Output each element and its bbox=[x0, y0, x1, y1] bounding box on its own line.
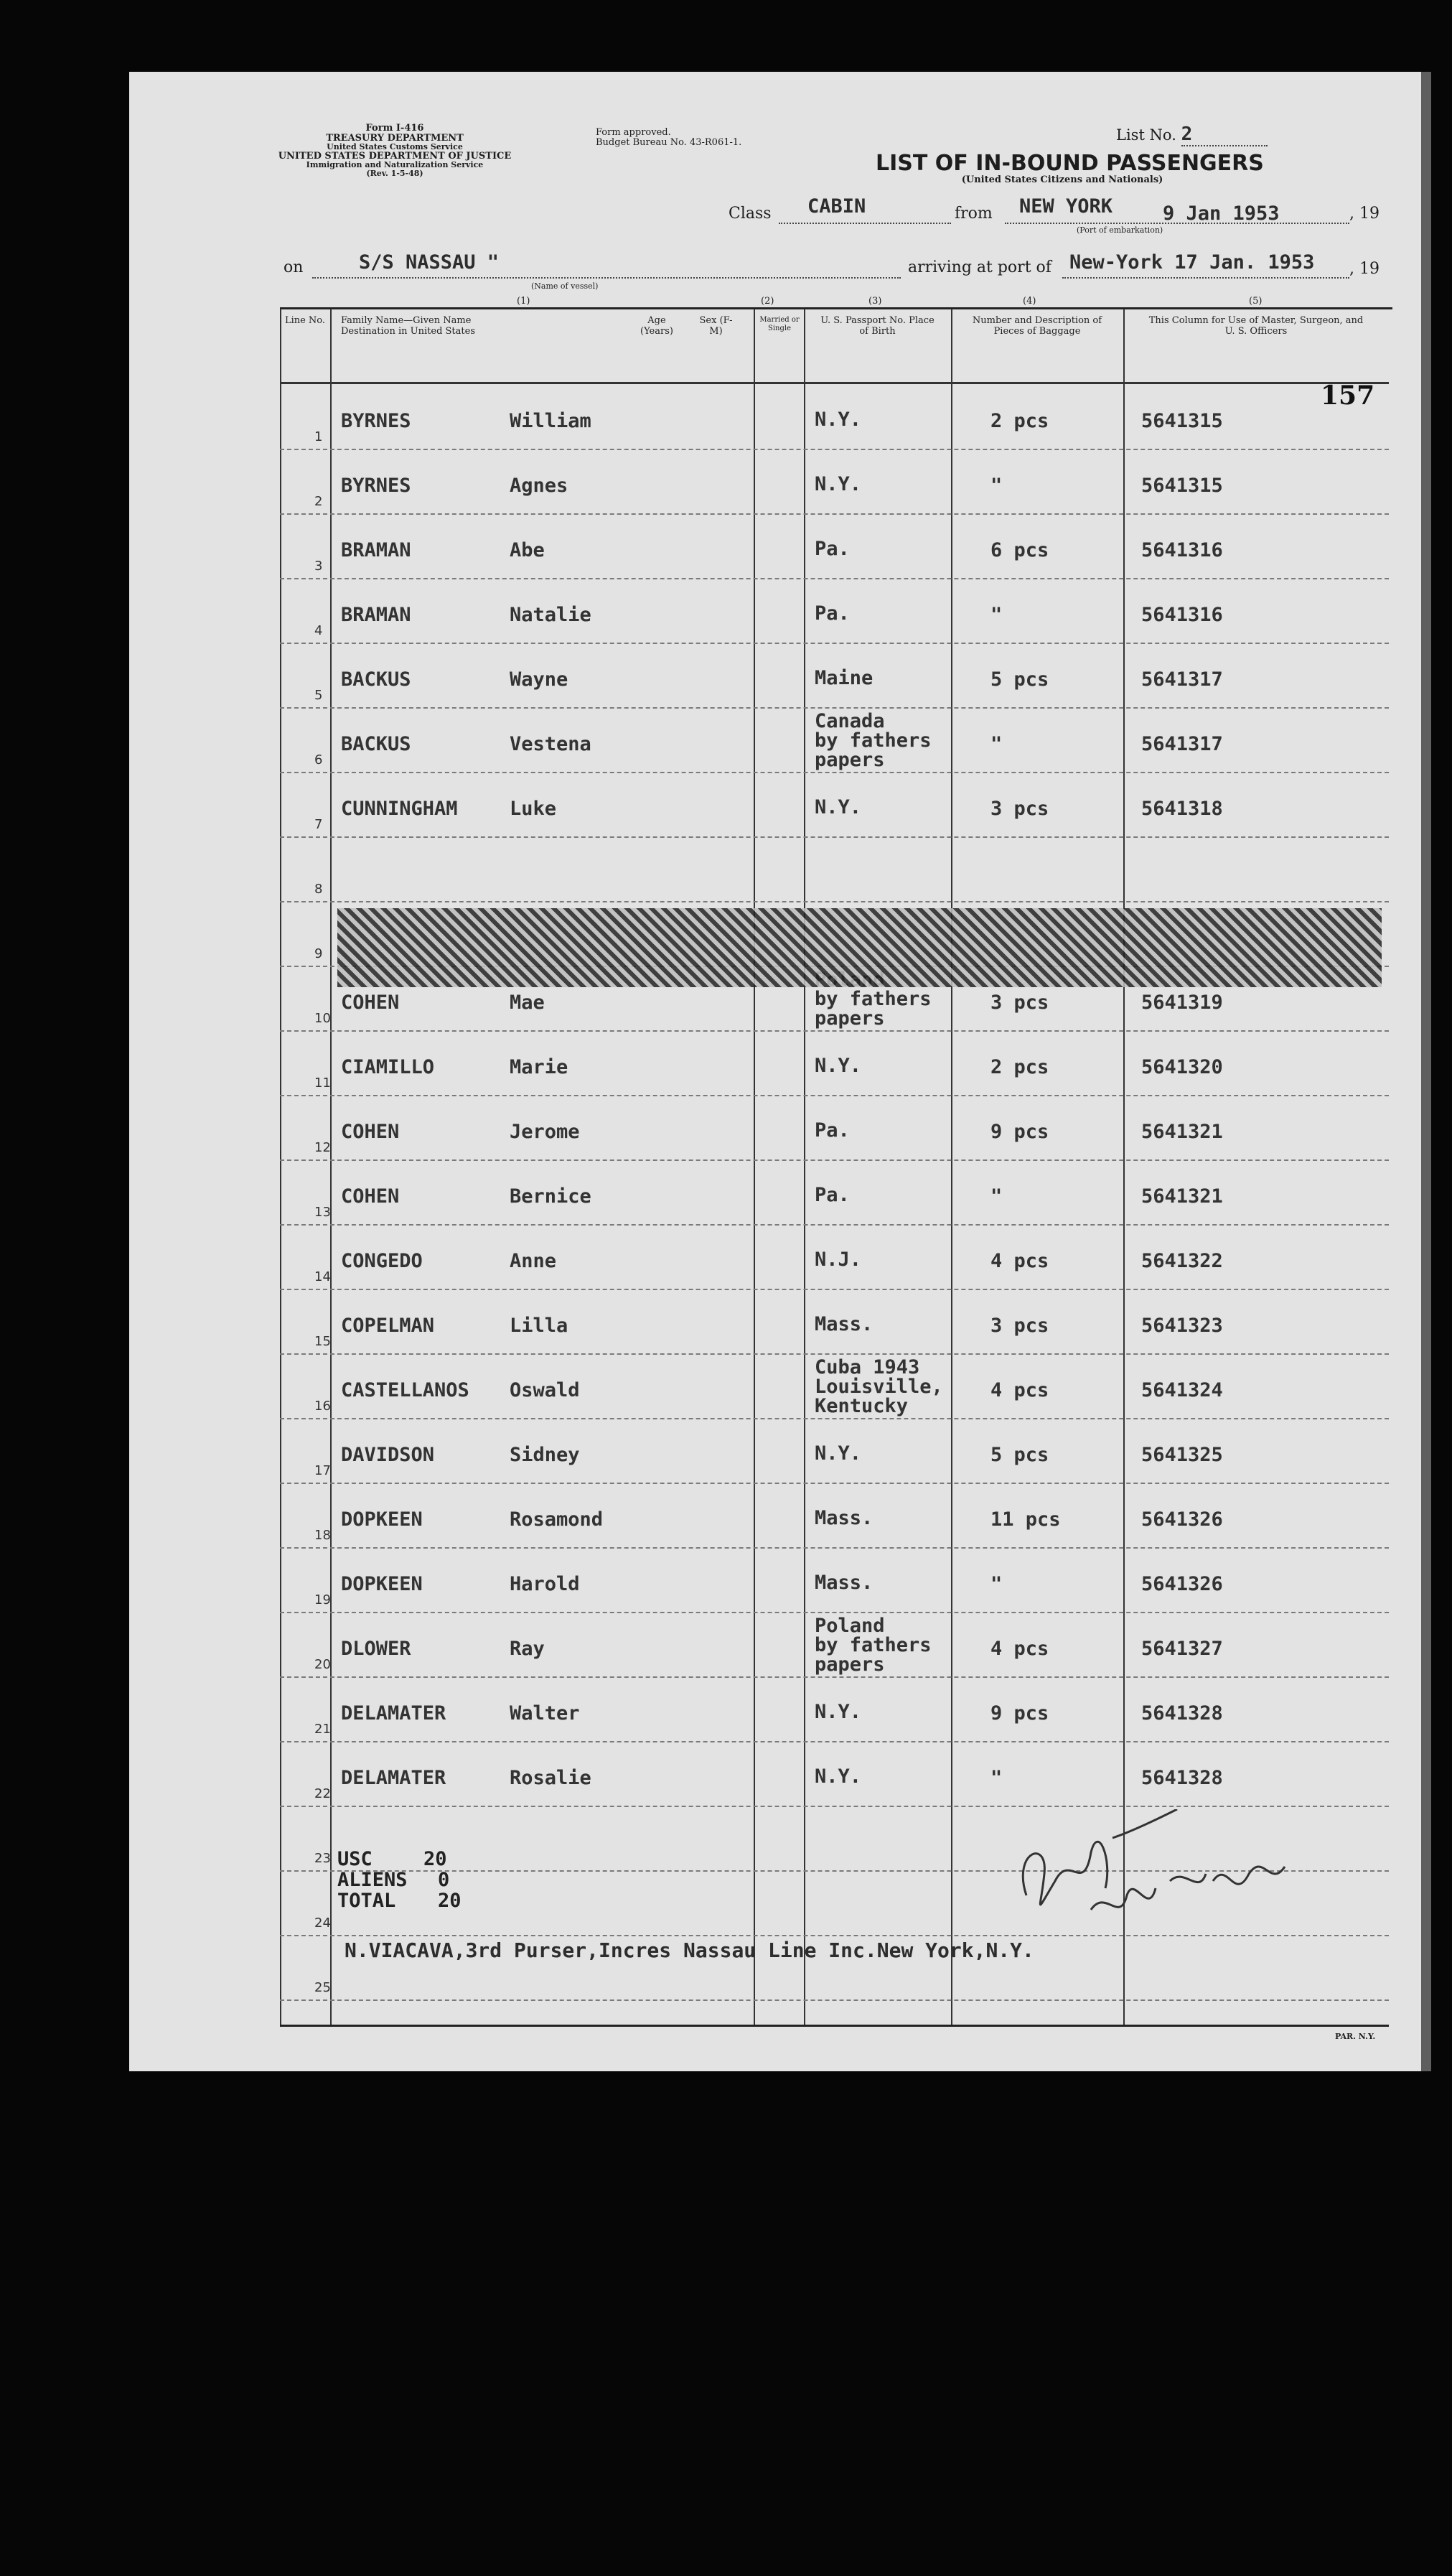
line-number: 7 bbox=[314, 817, 323, 832]
place-of-birth: Mass. bbox=[815, 1313, 873, 1335]
col-num-5: (5) bbox=[1249, 296, 1263, 307]
family-name: BACKUS bbox=[341, 733, 411, 755]
officer-signature-icon bbox=[1005, 1809, 1306, 1938]
table-row bbox=[280, 449, 1389, 513]
manifest-page bbox=[129, 72, 1421, 2071]
total-label: TOTAL bbox=[337, 1890, 396, 1912]
table-row bbox=[280, 1224, 1389, 1289]
arrival-port-date: New-York 17 Jan. 1953 bbox=[1069, 251, 1315, 274]
given-name: Abe bbox=[510, 539, 545, 561]
aliens-row bbox=[337, 1870, 462, 1890]
place-of-birth: Canada by fathers papers bbox=[815, 710, 932, 771]
document-title bbox=[876, 151, 1264, 185]
arrival-year: , 19 bbox=[1349, 260, 1380, 278]
vessel-caption: (Name of vessel) bbox=[531, 281, 599, 291]
officer-number: 5641328 bbox=[1141, 1767, 1223, 1789]
header-passport: U. S. Passport No. Place of Birth bbox=[820, 315, 935, 337]
line-number: 17 bbox=[314, 1463, 331, 1478]
line-number: 23 bbox=[314, 1851, 331, 1866]
baggage: " bbox=[990, 733, 1003, 755]
table-row bbox=[280, 513, 1389, 578]
baggage: " bbox=[990, 1185, 1003, 1208]
table-row bbox=[280, 772, 1389, 836]
aliens-value: 0 bbox=[438, 1869, 450, 1891]
officer-number: 5641328 bbox=[1141, 1702, 1223, 1725]
page-number: 157 bbox=[1321, 381, 1375, 411]
place-of-birth: N.Y. bbox=[815, 1701, 862, 1723]
revision: (Rev. 1-5-48) bbox=[366, 169, 423, 179]
embarkation-caption: (Port of embarkation) bbox=[1077, 225, 1163, 235]
table-row bbox=[280, 384, 1389, 449]
usc-value: 20 bbox=[423, 1848, 447, 1870]
table-row bbox=[280, 1547, 1389, 1612]
col-num-3: (3) bbox=[868, 296, 882, 307]
place-of-birth: N.Y. bbox=[815, 409, 862, 431]
place-of-birth: Mass. bbox=[815, 1572, 873, 1594]
table-bottom-border bbox=[280, 2025, 1389, 2027]
officer-number: 5641323 bbox=[1141, 1315, 1223, 1337]
baggage: " bbox=[990, 1573, 1003, 1595]
line-number: 6 bbox=[314, 752, 323, 767]
from-label: from bbox=[955, 205, 993, 223]
officer-number: 5641326 bbox=[1141, 1508, 1223, 1531]
place-of-birth: N.Y. bbox=[815, 473, 862, 495]
officer-number: 5641315 bbox=[1141, 410, 1223, 432]
place-of-birth: Pa. bbox=[815, 1184, 850, 1206]
family-name: CONGEDO bbox=[341, 1250, 423, 1272]
officer-number: 5641317 bbox=[1141, 733, 1223, 755]
family-name: DAVIDSON bbox=[341, 1444, 435, 1466]
given-name: Lilla bbox=[510, 1315, 568, 1337]
header-destination: Destination in United States bbox=[341, 325, 475, 337]
arriving-label: arriving at port of bbox=[908, 258, 1051, 276]
officer-number: 5641318 bbox=[1141, 798, 1223, 820]
place-of-birth: N.Y. bbox=[815, 1442, 862, 1465]
form-number: Form I-416 bbox=[365, 123, 424, 134]
family-name: BRAMAN bbox=[341, 539, 411, 561]
table-row bbox=[280, 1612, 1389, 1676]
given-name: Marie bbox=[510, 1056, 568, 1078]
class-underline bbox=[779, 223, 951, 224]
baggage: 4 pcs bbox=[990, 1379, 1049, 1401]
family-name: DOPKEEN bbox=[341, 1508, 423, 1531]
baggage: 11 pcs bbox=[990, 1508, 1061, 1531]
table-top-border bbox=[280, 307, 1392, 309]
header-family-name: Family Name—Given Name bbox=[341, 315, 472, 326]
family-name: BRAMAN bbox=[341, 604, 411, 626]
treasury-dept: TREASURY DEPARTMENT bbox=[326, 132, 464, 144]
family-name: DELAMATER bbox=[341, 1702, 446, 1725]
header-line-no: Line No. bbox=[284, 315, 326, 326]
on-label: on bbox=[284, 258, 304, 276]
justice-dept: UNITED STATES DEPARTMENT OF JUSTICE bbox=[278, 150, 512, 162]
given-name: Jerome bbox=[510, 1121, 580, 1143]
list-number bbox=[1116, 123, 1268, 146]
given-name: Agnes bbox=[510, 475, 568, 497]
line-number: 5 bbox=[314, 688, 323, 703]
baggage: " bbox=[990, 475, 1003, 497]
totals-block bbox=[337, 1849, 462, 1911]
line-number: 1 bbox=[314, 429, 323, 444]
table-row bbox=[280, 1095, 1389, 1159]
table-row bbox=[280, 1483, 1389, 1547]
given-name: Rosamond bbox=[510, 1508, 604, 1531]
officer-number: 5641326 bbox=[1141, 1573, 1223, 1595]
officer-number: 5641322 bbox=[1141, 1250, 1223, 1272]
total-value: 20 bbox=[438, 1890, 462, 1912]
table-row bbox=[280, 1418, 1389, 1483]
table-row bbox=[280, 1676, 1389, 1741]
place-of-birth: Poland by fathers papers bbox=[815, 1615, 932, 1676]
place-of-birth: Pa. bbox=[815, 1119, 850, 1142]
place-of-birth: Maine bbox=[815, 667, 873, 689]
given-name: Vestena bbox=[510, 733, 591, 755]
line-number: 20 bbox=[314, 1657, 331, 1672]
embarkation-port: NEW YORK bbox=[1019, 195, 1113, 218]
embarkation-date: 9 Jan 1953 bbox=[1163, 202, 1280, 225]
line-number: 9 bbox=[314, 946, 323, 961]
given-name: Luke bbox=[510, 798, 557, 820]
approval-block bbox=[596, 128, 741, 149]
baggage: 2 pcs bbox=[990, 1056, 1049, 1078]
officer-number: 5641325 bbox=[1141, 1444, 1223, 1466]
officer-number: 5641320 bbox=[1141, 1056, 1223, 1078]
baggage: 5 pcs bbox=[990, 668, 1049, 691]
header-baggage: Number and Description of Pieces of Baggage bbox=[972, 315, 1102, 337]
subtitle: (United States Citizens and Nationals) bbox=[961, 174, 1163, 185]
place-of-birth: Mass. bbox=[815, 1507, 873, 1529]
place-of-birth: N.Y. bbox=[815, 796, 862, 818]
family-name: COPELMAN bbox=[341, 1315, 435, 1337]
from-underline bbox=[1005, 223, 1349, 224]
header-name bbox=[341, 316, 475, 337]
header-married: Married or Single bbox=[759, 316, 800, 332]
given-name: Mae bbox=[510, 991, 545, 1014]
given-name: Oswald bbox=[510, 1379, 580, 1401]
officer-number: 5641316 bbox=[1141, 604, 1223, 626]
baggage: 3 pcs bbox=[990, 991, 1049, 1014]
printer-mark: PAR. N.Y. bbox=[1335, 2032, 1376, 2041]
col-num-4: (4) bbox=[1023, 296, 1036, 307]
line-number: 16 bbox=[314, 1399, 331, 1414]
place-of-birth: N.J. bbox=[815, 1249, 862, 1271]
place-of-birth: N.Y. bbox=[815, 1055, 862, 1077]
line-number: 3 bbox=[314, 559, 323, 574]
family-name: BYRNES bbox=[341, 410, 411, 432]
table-row bbox=[280, 1741, 1389, 1806]
table-row bbox=[280, 643, 1389, 707]
col-num-1: (1) bbox=[517, 296, 530, 307]
title: LIST OF IN-BOUND PASSENGERS bbox=[876, 151, 1264, 176]
family-name: CASTELLANOS bbox=[341, 1379, 469, 1401]
officer-number: 5641317 bbox=[1141, 668, 1223, 691]
line-number: 12 bbox=[314, 1140, 331, 1155]
given-name: Walter bbox=[510, 1702, 580, 1725]
family-name: BYRNES bbox=[341, 475, 411, 497]
place-of-birth: by fathers papers bbox=[815, 988, 932, 1030]
family-name: DOPKEEN bbox=[341, 1573, 423, 1595]
baggage: 2 pcs bbox=[990, 410, 1049, 432]
header-sex: Sex (F-M) bbox=[699, 315, 733, 337]
table-row bbox=[280, 1289, 1389, 1353]
baggage: 4 pcs bbox=[990, 1250, 1049, 1272]
baggage: 5 pcs bbox=[990, 1444, 1049, 1466]
officer-number: 5641316 bbox=[1141, 539, 1223, 561]
header-officers: This Column for Use of Master, Surgeon, and U. S. Officers bbox=[1148, 315, 1364, 337]
place-of-birth: Cuba 1943 Louisville, Kentucky bbox=[815, 1356, 943, 1417]
table-row bbox=[280, 836, 1389, 901]
aliens-label: ALIENS bbox=[337, 1869, 408, 1891]
given-name: Harold bbox=[510, 1573, 580, 1595]
line-number: 14 bbox=[314, 1269, 331, 1284]
given-name: Anne bbox=[510, 1250, 557, 1272]
col-num-2: (2) bbox=[761, 296, 774, 307]
line-number: 2 bbox=[314, 494, 323, 509]
officer-number: 5641321 bbox=[1141, 1121, 1223, 1143]
family-name: DLOWER bbox=[341, 1638, 411, 1660]
baggage: 9 pcs bbox=[990, 1702, 1049, 1725]
arrival-underline bbox=[1062, 277, 1349, 279]
line-number: 21 bbox=[314, 1722, 331, 1737]
family-name: COHEN bbox=[341, 991, 400, 1014]
given-name: Ray bbox=[510, 1638, 545, 1660]
line-number: 8 bbox=[314, 882, 323, 897]
given-name: Rosalie bbox=[510, 1767, 591, 1789]
row-divider bbox=[280, 1999, 1389, 2001]
ins-label: Immigration and Naturalization Service bbox=[306, 160, 484, 170]
line-number: 13 bbox=[314, 1205, 331, 1220]
officer-number: 5641319 bbox=[1141, 991, 1223, 1014]
line-number: 25 bbox=[314, 1980, 331, 1995]
budget-bureau: Budget Bureau No. 43-R061-1. bbox=[596, 137, 742, 149]
place-of-birth: Pa. bbox=[815, 538, 850, 560]
given-name: Wayne bbox=[510, 668, 568, 691]
list-number-value: 2 bbox=[1181, 123, 1268, 146]
redacted-rows bbox=[337, 908, 1382, 987]
line-number: 15 bbox=[314, 1334, 331, 1349]
purser-line: N.VIACAVA,3rd Purser,Incres Nassau Line Inc.New York,N.Y. bbox=[345, 1938, 1034, 1962]
baggage: 9 pcs bbox=[990, 1121, 1049, 1143]
family-name: CIAMILLO bbox=[341, 1056, 435, 1078]
place-of-birth: N.Y. bbox=[815, 1765, 862, 1788]
line-number: 24 bbox=[314, 1915, 331, 1931]
family-name: DELAMATER bbox=[341, 1767, 446, 1789]
form-approved: Form approved. bbox=[596, 127, 671, 138]
class-label: Class bbox=[729, 205, 772, 223]
baggage: " bbox=[990, 604, 1003, 626]
given-name: Natalie bbox=[510, 604, 591, 626]
family-name: CUNNINGHAM bbox=[341, 798, 458, 820]
baggage: 6 pcs bbox=[990, 539, 1049, 561]
list-number-label: List No. bbox=[1116, 126, 1176, 144]
family-name: COHEN bbox=[341, 1121, 400, 1143]
line-number: 22 bbox=[314, 1786, 331, 1801]
line-number: 11 bbox=[314, 1075, 331, 1091]
baggage: " bbox=[990, 1767, 1003, 1789]
line-number: 4 bbox=[314, 623, 323, 638]
given-name: William bbox=[510, 410, 591, 432]
usc-row bbox=[337, 1849, 462, 1870]
family-name: BACKUS bbox=[341, 668, 411, 691]
table-row bbox=[280, 1353, 1389, 1418]
officer-number: 5641327 bbox=[1141, 1638, 1223, 1660]
officer-number: 5641321 bbox=[1141, 1185, 1223, 1208]
family-name: COHEN bbox=[341, 1185, 400, 1208]
table-row bbox=[280, 578, 1389, 643]
officer-number: 5641324 bbox=[1141, 1379, 1223, 1401]
table-row bbox=[280, 707, 1389, 772]
customs-service: United States Customs Service bbox=[327, 142, 463, 152]
officer-number: 5641315 bbox=[1141, 475, 1223, 497]
line-number: 18 bbox=[314, 1528, 331, 1543]
vessel-name: S/S NASSAU " bbox=[359, 251, 500, 274]
baggage: 3 pcs bbox=[990, 1315, 1049, 1337]
header-age: Age (Years) bbox=[640, 315, 673, 337]
vessel-underline bbox=[312, 277, 901, 279]
agency-block bbox=[273, 123, 517, 178]
class-value: CABIN bbox=[807, 195, 866, 218]
place-of-birth: Pa. bbox=[815, 602, 850, 625]
usc-label: USC bbox=[337, 1848, 373, 1870]
line-number: 10 bbox=[314, 1011, 331, 1026]
embark-year: , 19 bbox=[1349, 205, 1380, 223]
baggage: 4 pcs bbox=[990, 1638, 1049, 1660]
baggage: 3 pcs bbox=[990, 798, 1049, 820]
given-name: Bernice bbox=[510, 1185, 591, 1208]
table-row bbox=[280, 1030, 1389, 1095]
given-name: Sidney bbox=[510, 1444, 580, 1466]
line-number: 19 bbox=[314, 1592, 331, 1607]
total-row bbox=[337, 1890, 462, 1911]
table-row bbox=[280, 1159, 1389, 1224]
